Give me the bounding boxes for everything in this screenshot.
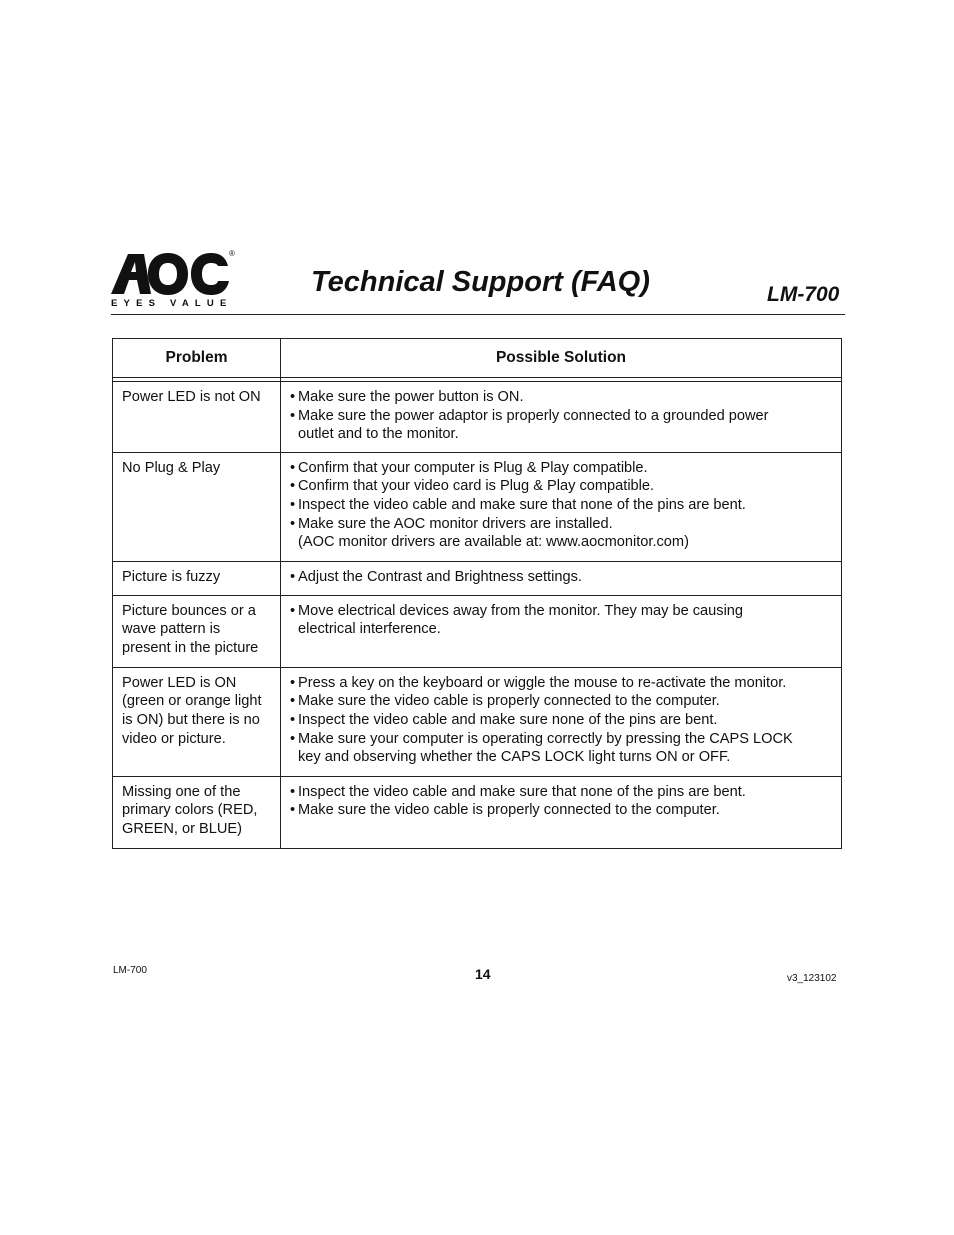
solution-item-continued: (AOC monitor drivers are available at: www.aocmonitor.com) (298, 534, 689, 551)
solution-item: • Adjust the Contrast and Brightness settings. (290, 568, 833, 587)
table-row (113, 452, 842, 561)
table-row (113, 561, 842, 595)
solution-item: • Inspect the video cable and make sure that none of the pins are bent. (290, 783, 833, 802)
solution-cell (281, 595, 842, 667)
table-row (113, 776, 842, 848)
footer-version: v3_123102 (787, 973, 837, 984)
solution-item: • Make sure the power adaptor is properly connected to a grounded power (290, 407, 833, 426)
table-header-row (113, 339, 842, 378)
solution-item-continued: key and observing whether the CAPS LOCK light turns ON or OFF. (298, 749, 731, 766)
solution-item: • Make sure the AOC monitor drivers are installed. (290, 515, 833, 534)
logo-tagline: EYES VALUE (111, 298, 233, 309)
solution-cell (281, 382, 842, 453)
problem-cell: Power LED is ON (green or orange light is ON) but there is no video or picture. (113, 667, 281, 776)
page-title: Technical Support (FAQ) (311, 266, 650, 298)
problem-header: Problem (113, 339, 281, 378)
table-row (113, 667, 842, 776)
solution-cell (281, 667, 842, 776)
solution-item: • Make sure the video cable is properly connected to the computer. (290, 692, 833, 711)
page-number: 14 (475, 966, 491, 982)
solution-item: • Inspect the video cable and make sure none of the pins are bent. (290, 711, 833, 730)
footer-model: LM-700 (113, 965, 147, 976)
solution-item: • Make sure the power button is ON. (290, 388, 833, 407)
faq-table (112, 338, 842, 849)
solution-item: • Confirm that your video card is Plug & Play compatible. (290, 477, 833, 496)
problem-cell: Picture is fuzzy (113, 561, 281, 595)
solution-header: Possible Solution (281, 339, 842, 378)
problem-cell: Missing one of the primary colors (RED, GREEN, or BLUE) (113, 776, 281, 848)
solution-item: • Make sure the video cable is properly connected to the computer. (290, 801, 833, 820)
registered-mark: ® (229, 249, 235, 258)
problem-cell: Power LED is not ON (113, 382, 281, 453)
solution-item: • Make sure your computer is operating correctly by pressing the CAPS LOCK (290, 730, 833, 749)
solution-cell (281, 561, 842, 595)
problem-cell: No Plug & Play (113, 452, 281, 561)
solution-item: • Move electrical devices away from the monitor. They may be causing (290, 602, 833, 621)
solution-item: • Inspect the video cable and make sure that none of the pins are bent. (290, 496, 833, 515)
solution-item-continued: outlet and to the monitor. (298, 426, 459, 443)
solution-item: • Confirm that your computer is Plug & Play compatible. (290, 459, 833, 478)
model-number: LM-700 (767, 283, 840, 306)
header-rule (111, 314, 845, 315)
solution-item-continued: electrical interference. (298, 621, 441, 638)
table-row (113, 382, 842, 453)
solution-item: • Press a key on the keyboard or wiggle the mouse to re-activate the monitor. (290, 674, 833, 693)
table-row (113, 595, 842, 667)
solution-cell (281, 776, 842, 848)
aoc-logo-mark (111, 250, 237, 296)
solution-cell (281, 452, 842, 561)
problem-cell: Picture bounces or a wave pattern is present in the picture (113, 595, 281, 667)
